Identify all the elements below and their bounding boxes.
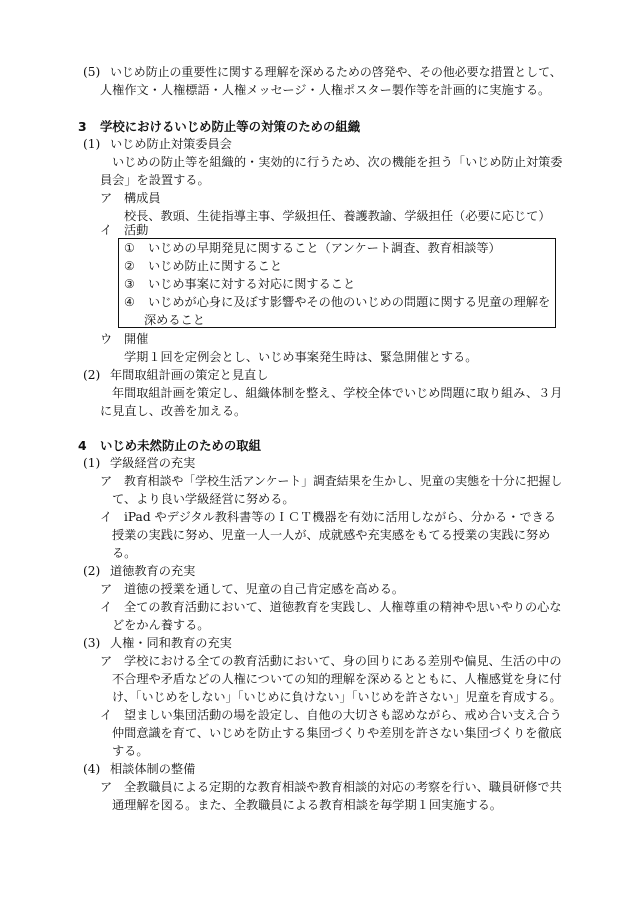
subsection-number: (3): [83, 636, 101, 650]
section-heading-3: 学校におけるいじめ防止等の対策のための組織: [100, 119, 361, 134]
section-heading-4: いじめ未然防止のための取組: [100, 438, 262, 453]
activity-item: 深めること: [144, 313, 205, 327]
subsection-number: (1): [83, 456, 101, 470]
section-number-4: 4: [78, 438, 87, 453]
subsection-heading: いじめ防止対策委員会: [110, 137, 232, 151]
item-heading: 開催: [124, 332, 149, 346]
circled-number: ④: [124, 295, 135, 309]
item-heading: 構成員: [124, 191, 161, 205]
item-number-5: (5): [83, 65, 101, 79]
paragraph-line: 道徳の授業を通して、児童の自己肯定感を高める。: [124, 582, 405, 596]
paragraph-line: 全ての教育活動において、道徳教育を実践し、人権尊重の精神や思いやりの心な: [124, 600, 562, 614]
paragraph-line: どをかん養する。: [112, 618, 210, 632]
paragraph-line: 仲間意識を育て、いじめを防止する集団づくりや差別を許さない集団づくりを徹底: [112, 726, 562, 740]
list-marker: ア: [100, 780, 113, 794]
list-marker: ア: [100, 582, 113, 596]
subsection-heading: 相談体制の整備: [110, 762, 196, 776]
item-heading: 活動: [124, 223, 149, 237]
paragraph-line: 学期１回を定例会とし、いじめ事案発生時は、緊急開催とする。: [124, 350, 478, 364]
paragraph-line: け、「いじめをしない」「いじめに負けない」「いじめを許さない」児童を育成する。: [112, 690, 562, 704]
subsection-heading: 人権・同和教育の充実: [110, 636, 232, 650]
subsection-heading: 年間取組計画の策定と見直し: [110, 368, 269, 382]
paragraph-line: 校長、教頭、生徒指導主事、学級担任、養護教諭、学級担任（必要に応じて）: [124, 209, 551, 223]
activity-item: いじめ防止に関すること: [148, 259, 283, 273]
activity-item: いじめが心身に及ぼす影響やその他のいじめの問題に関する児童の理解を: [148, 295, 551, 309]
activity-item: いじめの早期発見に関すること（アンケート調査、教育相談等）: [148, 241, 501, 255]
circled-number: ①: [124, 241, 135, 255]
subsection-heading: 道徳教育の充実: [110, 564, 196, 578]
subsection-number: (1): [83, 137, 101, 151]
paragraph-line: 授業の実践に努め、児童一人一人が、成就感や充実感をもてる授業の実践に努め: [112, 528, 551, 542]
paragraph-line: 教育相談や「学校生活アンケート」調査結果を生かし、児童の実態を十分に把握し: [124, 474, 563, 488]
paragraph-line: 不合理や矛盾などの人権についての知的理解を深めるとともに、人権感覚を身に付: [112, 672, 562, 686]
subsection-number: (2): [83, 564, 101, 578]
paragraph-line: 全教職員による定期的な教育相談や教育相談的対応の考察を行い、職員研修で共: [124, 780, 562, 794]
paragraph-line: 員会」を設置する。: [100, 173, 210, 187]
paragraph-line: いじめ防止の重要性に関する理解を深めるための啓発や、その他必要な措置として、: [110, 65, 562, 79]
list-marker: ア: [100, 474, 113, 488]
circled-number: ③: [124, 277, 135, 291]
list-marker: ア: [100, 191, 113, 205]
paragraph-line: 年間取組計画を策定し、組織体制を整え、学校全体でいじめ問題に取り組み、３月: [112, 386, 563, 400]
subsection-number: (4): [83, 762, 101, 776]
subsection-heading: 学級経営の充実: [110, 456, 196, 470]
paragraph-line: iPad やデジタル教科書等のＩＣＴ機器を有効に活用しながら、分かる・できる: [124, 510, 556, 524]
activity-item: いじめ事案に対する対応に関すること: [148, 277, 356, 291]
paragraph-line: する。: [112, 744, 149, 758]
subsection-number: (2): [83, 368, 101, 382]
paragraph-line: 学校における全ての教育活動において、身の回りにある差別や偏見、生活の中の: [124, 654, 562, 668]
paragraph-line: 望ましい集団活動の場を設定し、自他の大切さも認めながら、戒め合い支え合う: [124, 708, 562, 722]
paragraph-line: いじめの防止等を組織的・実効的に行うため、次の機能を担う「いじめ防止対策委: [112, 155, 563, 169]
list-marker: イ: [100, 510, 113, 524]
paragraph-line: に見直し、改善を加える。: [100, 404, 247, 418]
paragraph-line: て、より良い学級経営に努める。: [112, 492, 295, 506]
circled-number: ②: [124, 259, 135, 273]
section-number-3: 3: [78, 119, 87, 134]
list-marker: ア: [100, 654, 113, 668]
paragraph-line: る。: [112, 546, 137, 560]
list-marker: イ: [100, 708, 113, 722]
list-marker: ウ: [100, 332, 113, 346]
list-marker: イ: [100, 600, 113, 614]
paragraph-line: 人権作文・人権標語・人権メッセージ・人権ポスター製作等を計画的に実施する。: [100, 83, 551, 97]
paragraph-line: 通理解を図る。また、全教職員による教育相談を毎学期１回実施する。: [112, 798, 502, 812]
list-marker: イ: [100, 223, 113, 237]
